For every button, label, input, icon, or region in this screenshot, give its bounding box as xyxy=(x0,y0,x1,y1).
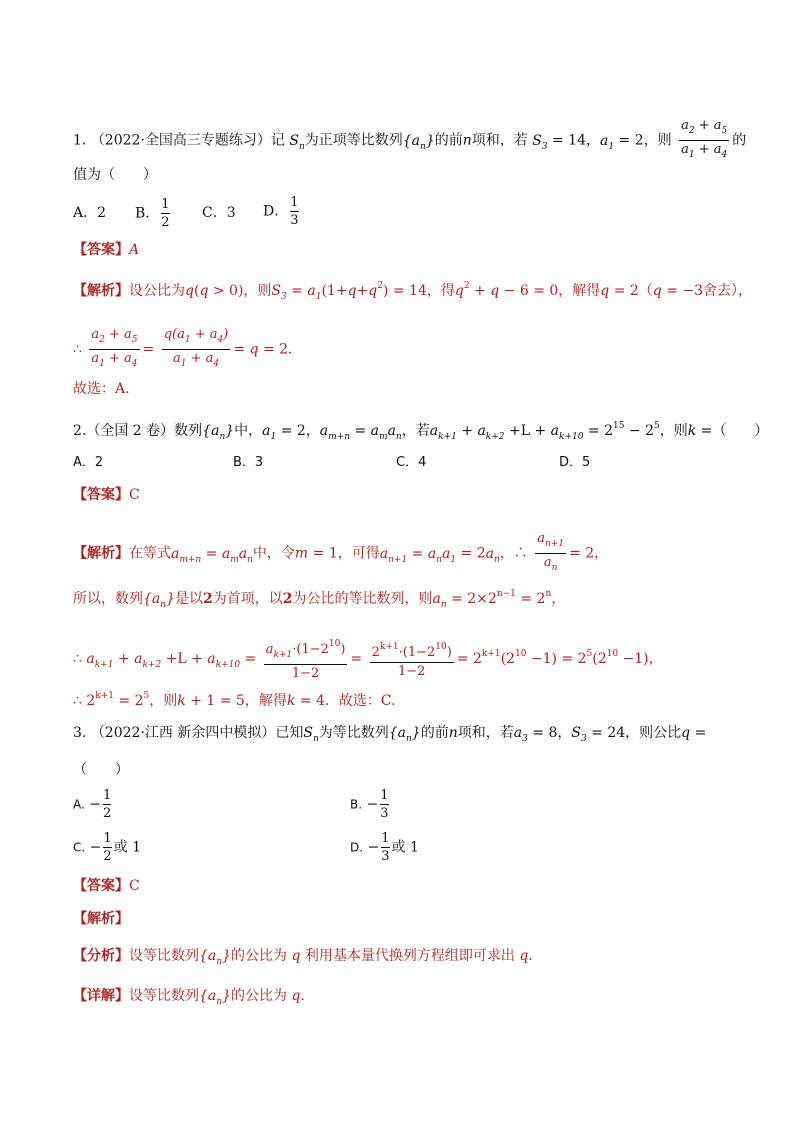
q2-analysis-line2: 所以，数列$\{a_n\}$是以2为首项，以2为公比的等比数列，则$a_n = 2\times 2^{n-1} = 2^n$， xyxy=(73,589,566,610)
q3-option-c: C. − $\frac{1}{2}$ 或 1 xyxy=(73,831,142,864)
q3-option-d: D. − $\frac{1}{3}$ 或 1 xyxy=(350,831,419,864)
q1-source: （2022·全国高三专题练习） xyxy=(90,132,271,149)
q1-analysis-line1: 【解析】设公比为q(q > 0)，则$S_3 = a_1(1+q+q^2) = 14$，得$q^2 + q - 6 = 0$，解得q = 2（q = −3舍去）， xyxy=(73,281,753,302)
q2-answer: 【答案】C xyxy=(73,487,140,503)
q1-conclusion: 故选：A. xyxy=(73,381,130,397)
q3-fenxi: 【分析】设等比数列$\{a_n\}$的公比为 q 利用基本量代换列方程组即可求出 q. xyxy=(73,948,533,967)
q1-stem-line2: 值为（ ） xyxy=(73,167,157,183)
q2-stem: 2.（全国 2 卷）数列$\{a_n\}$中，$a_1 = 2$，$a_{m+n} = a_ma_n$，若$a_{k+1} + a_{k+2} +L + a_{k+10} = 2^{15} - 2^5$，则k =（ ） xyxy=(73,421,769,442)
q3-stem-line2: （ ） xyxy=(73,762,129,778)
q2-option-b: B．3 xyxy=(233,455,264,470)
q1-option-d: D． $\frac{1}{3}$ xyxy=(263,195,299,228)
q1-stem-line1: 1. （2022·全国高三专题练习）记 $S_n$为正项等比数列$\{a_n\}$的前n项和，若 $S_3 = 14$，$a_1 = 2$，则 $\frac{a_2 + a_5}{a_1 + a_4}$ 的 xyxy=(73,118,747,160)
q3-stem-line1: 3. （2022·江西 新余四中模拟）已知$S_n$为等比数列$\{a_n\}$的前n项和，若$a_3 = 8$，$S_3 = 24$，则公比q = xyxy=(73,725,707,744)
q2-option-c: C．4 xyxy=(396,455,427,470)
q1-option-c: C．3 xyxy=(202,205,236,221)
q3-option-b: B. − $\frac{1}{3}$ xyxy=(350,788,389,821)
q1-answer: 【答案】A xyxy=(73,242,140,258)
q2-analysis-line4: ∴ $2^{k+1} = 2^5$，则k + 1 = 5，解得k = 4．故选：C. xyxy=(73,691,396,709)
q1-analysis-line2: ∴ $\frac{a_2 + a_5}{a_1 + a_4}$ = $\frac{q(a_1 + a_4)}{a_1 + a_4}$ = q = 2． xyxy=(73,327,303,369)
q2-option-d: D．5 xyxy=(559,455,591,470)
q3-analysis-heading: 【解析】 xyxy=(73,911,129,927)
q2-analysis-line1: 【解析】在等式$a_{m+n} = a_ma_n$中，令m = 1，可得$a_{n+1} = a_na_1 = 2a_n$，∴ $\frac{a_{n+1}}{a_n}$ = 2， xyxy=(73,531,609,573)
q3-option-a: A. − $\frac{1}{2}$ xyxy=(73,788,112,821)
q3-xiangjie: 【详解】设等比数列$\{a_n\}$的公比为 q. xyxy=(73,988,305,1007)
q3-answer: 【答案】C xyxy=(73,878,140,894)
q2-option-a: A．2 xyxy=(73,455,104,470)
q2-analysis-line3: ∴ $a_{k+1} + a_{k+2} +L + a_{k+10}$ = $\frac{a_{k+1}\cdot(1-2^{10})}{1-2}$ = $\frac{2^{k+1}\cdot(1-2^{10})}{1-2}$ = $2^{k+1}(2^{10} -1) = 2^5(2^{10} -1)$， xyxy=(73,635,663,683)
q1-option-a: A．2 xyxy=(73,205,107,221)
q1-number: 1. xyxy=(73,132,87,149)
q1-option-b: B． $\frac{1}{2}$ xyxy=(135,197,170,230)
